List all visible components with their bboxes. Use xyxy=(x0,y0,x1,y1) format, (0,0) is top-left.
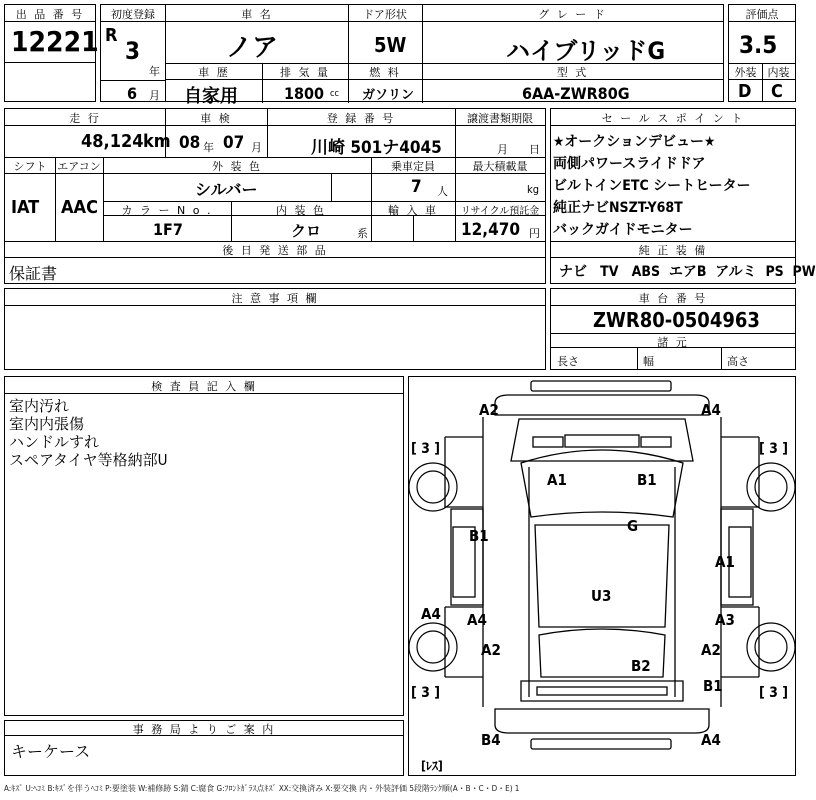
genuine-header: 純 正 装 備 xyxy=(638,244,708,257)
chassis-number: ZWR80-0504963 xyxy=(593,308,760,332)
length-label: 長さ xyxy=(557,355,579,368)
max-load-header: 最大積載量 xyxy=(472,160,528,173)
grade-header: グ レ ー ド xyxy=(538,8,607,21)
car-name: ノア xyxy=(226,33,279,63)
damage-label: A1 xyxy=(547,471,567,489)
transfer-header: 譲渡書類期限 xyxy=(467,112,533,125)
capacity-unit: 人 xyxy=(437,185,448,198)
damage-diagram-frame xyxy=(408,376,796,776)
color-no-header: カ ラ ー N o . xyxy=(121,204,213,217)
chassis-box xyxy=(550,288,796,370)
inspector-note-1: 室内汚れ xyxy=(9,397,70,415)
sales-point-5: バックガイドモニター xyxy=(553,222,693,238)
sales-point-box xyxy=(550,108,816,284)
history: 自家用 xyxy=(184,86,238,107)
equipment-item: ABS xyxy=(631,264,661,280)
damage-label: A3 xyxy=(715,611,735,629)
inspector-box xyxy=(4,376,404,716)
equipment-item: PW xyxy=(792,264,816,280)
interior-header: 内装 xyxy=(767,66,790,79)
interior-grade: C xyxy=(771,81,783,102)
recycle-unit: 円 xyxy=(529,227,540,240)
first-registration-cell xyxy=(100,4,166,102)
lot-number-header: 出 品 番 号 xyxy=(15,8,85,21)
door-type: 5W xyxy=(374,33,407,57)
damage-label: A2 xyxy=(479,401,499,419)
displacement-unit: cc xyxy=(330,89,339,99)
damage-label: A2 xyxy=(481,641,501,659)
exterior-header: 外装 xyxy=(734,66,757,79)
exterior-grade: D xyxy=(738,81,752,102)
color-no: 1F7 xyxy=(153,220,183,239)
transfer-month-unit: 月 xyxy=(497,143,508,156)
later-parts: 保証書 xyxy=(9,264,58,283)
recycle-fee: 12,470 xyxy=(461,220,521,240)
damage-label: A4 xyxy=(421,605,441,623)
score-cell xyxy=(728,4,796,102)
height-label: 高さ xyxy=(727,355,749,368)
int-color: クロ xyxy=(291,222,322,240)
grade: ハイブリッドG xyxy=(506,37,666,65)
aircon-header: エアコン xyxy=(57,160,101,173)
inspector-note-3: ハンドルすれ xyxy=(9,433,100,451)
office-note: キーケース xyxy=(11,742,91,761)
damage-label: B1 xyxy=(469,527,489,545)
tire-mark-front-right: [ 3 ] xyxy=(759,441,789,457)
equipment-list xyxy=(559,261,816,281)
equipment-item: アルミ xyxy=(715,264,757,280)
equipment-item: PS xyxy=(765,264,784,280)
inspector-header: 検 査 員 記 入 欄 xyxy=(151,380,257,393)
lot-number-cell xyxy=(4,4,99,102)
door-header: ドア形状 xyxy=(363,8,407,21)
legend: A:ｷｽﾞ U:ﾍｺﾐ B:ｷｽﾞを伴うﾍｺﾐ P:要塗装 W:補修跡 S:錆 C:腐食 G:ﾌﾛﾝﾄｶﾞﾗｽ点ｷｽﾞ XX:交換済み X:要交換 内・外装評価 5段階ﾗﾝｸ順(A・B・C・D・E) 1 xyxy=(4,784,520,793)
damage-label: B1 xyxy=(703,677,723,695)
lot-number: 12221 xyxy=(11,25,99,58)
car-info-grid xyxy=(166,4,724,107)
damage-label: B2 xyxy=(631,657,651,675)
mileage: 48,124 xyxy=(81,131,144,152)
registration-year: 3 xyxy=(125,37,141,65)
car-diagram xyxy=(409,377,795,775)
registration-month: 6 xyxy=(127,84,138,103)
car-name-header: 車 名 xyxy=(241,8,273,21)
int-color-unit: 系 xyxy=(357,227,368,240)
equipment-item: エアB xyxy=(668,264,707,280)
history-header: 車 歴 xyxy=(198,66,230,79)
aircon: AAC xyxy=(61,197,98,218)
chassis-header: 車 台 番 号 xyxy=(638,292,708,305)
sales-point-1: ★オークションデビュー★ xyxy=(553,134,716,150)
displacement: 1800 xyxy=(284,84,325,103)
inspection-year: 08 xyxy=(179,133,201,153)
damage-label: A1 xyxy=(715,553,735,571)
inspection-header: 車 検 xyxy=(200,112,232,125)
office-box xyxy=(4,720,404,776)
notes-box xyxy=(4,288,546,370)
month-unit: 月 xyxy=(149,89,160,102)
later-parts-header: 後 日 発 送 部 品 xyxy=(222,244,328,257)
damage-label: G xyxy=(627,517,639,535)
capacity-header: 乗車定員 xyxy=(391,160,435,173)
dimensions-header: 諸 元 xyxy=(657,336,689,349)
import-header: 輸 入 車 xyxy=(388,204,438,217)
damage-label: U3 xyxy=(591,587,612,605)
damage-label: A2 xyxy=(701,641,721,659)
inspection-year-unit: 年 xyxy=(203,141,214,154)
detail-grid xyxy=(4,108,546,284)
reg-number: 川崎 501ナ4045 xyxy=(311,138,442,158)
int-color-header: 内 装 色 xyxy=(276,204,326,217)
tire-mark-rear-left: [ 3 ] xyxy=(411,685,441,701)
width-label: 幅 xyxy=(643,355,654,368)
damage-label: A4 xyxy=(701,401,721,419)
inspector-note-4: スペアタイヤ等格納部U xyxy=(9,451,168,469)
displacement-header: 排 気 量 xyxy=(280,66,330,79)
tire-mark-front-left: [ 3 ] xyxy=(411,441,441,457)
sales-point-4: 純正ナビNSZT-Y68T xyxy=(553,200,683,216)
max-load-unit: kg xyxy=(527,183,540,196)
transfer-day-unit: 日 xyxy=(529,143,540,156)
mileage-header: 走 行 xyxy=(69,112,101,125)
damage-label: B1 xyxy=(637,471,657,489)
reg-number-header: 登 録 番 号 xyxy=(326,112,396,125)
recycle-header: リサイクル預託金 xyxy=(460,206,540,217)
tire-mark-rear-right: [ 3 ] xyxy=(759,685,789,701)
damage-label: A4 xyxy=(467,611,487,629)
year-unit: 年 xyxy=(149,65,160,78)
model-code: 6AA-ZWR80G xyxy=(522,84,630,103)
score: 3.5 xyxy=(739,31,778,59)
shift: IAT xyxy=(11,197,40,218)
fuel: ガソリン xyxy=(362,88,415,103)
fuel-header: 燃 料 xyxy=(369,66,401,79)
ext-color: シルバー xyxy=(195,180,258,199)
equipment-item: ナビ xyxy=(559,264,587,280)
damage-label: A4 xyxy=(701,731,721,749)
equipment-item: TV xyxy=(600,264,619,280)
sales-point-header: セ ー ル ス ポ イ ン ト xyxy=(601,112,745,125)
model-code-header: 型 式 xyxy=(556,66,589,79)
score-header: 評価点 xyxy=(745,8,779,21)
damage-label: B4 xyxy=(481,731,501,749)
inspector-note-2: 室内内張傷 xyxy=(9,415,85,433)
spare-tire-mark: [ﾚｽ] xyxy=(421,759,443,773)
office-header: 事 務 局 よ り ご 案 内 xyxy=(132,723,276,736)
shift-header: シフト xyxy=(13,160,47,173)
era: R xyxy=(105,25,118,46)
inspection-month-unit: 月 xyxy=(251,141,262,154)
notes-header: 注 意 事 項 欄 xyxy=(231,292,319,305)
inspection-month: 07 xyxy=(223,133,245,153)
ext-color-header: 外 装 色 xyxy=(212,160,262,173)
mileage-unit: km xyxy=(143,131,171,152)
sales-point-3: ビルトインETC シートヒーター xyxy=(553,178,751,194)
sales-point-2: 両側パワースライドドア xyxy=(553,156,706,172)
capacity: 7 xyxy=(411,177,422,197)
first-registration-header: 初度登録 xyxy=(111,8,155,21)
